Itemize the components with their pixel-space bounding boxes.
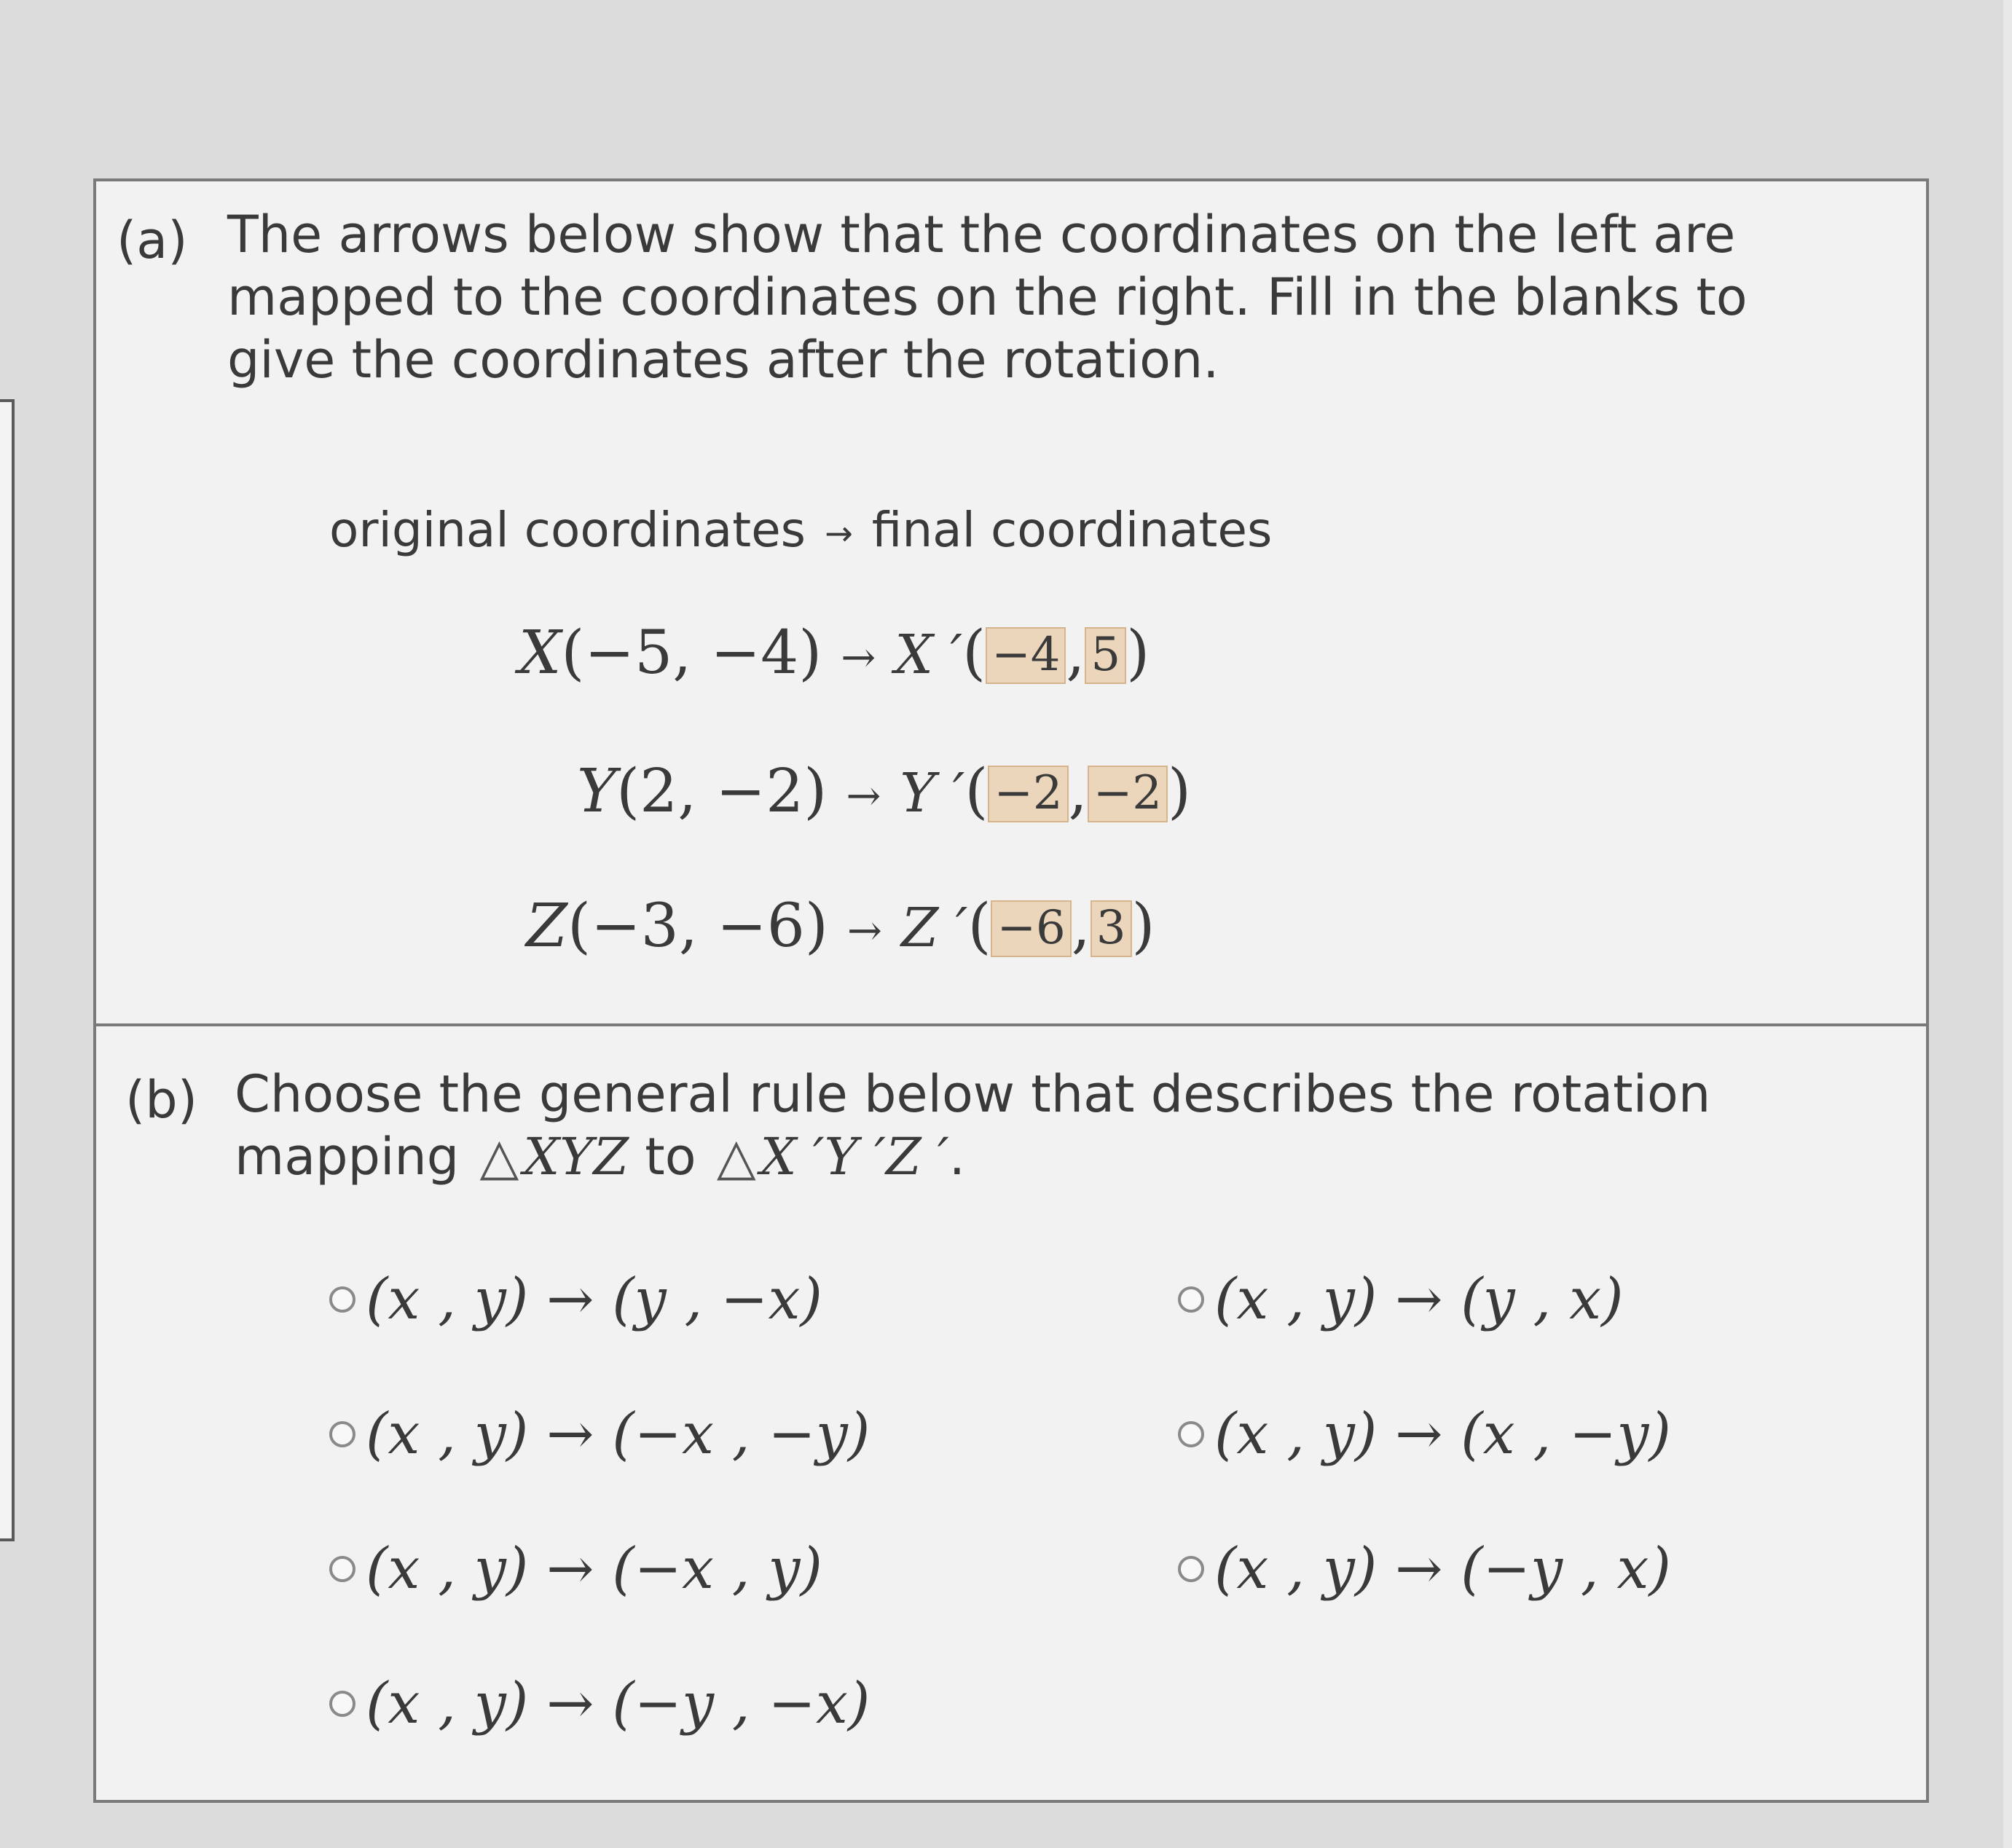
triangle-icon: △ <box>479 1127 519 1187</box>
arrow-icon: → <box>841 633 876 682</box>
option-5[interactable] <box>329 1536 822 1602</box>
final-point-name: Z ′ <box>900 897 968 959</box>
part-a-section <box>96 181 1926 1026</box>
part-b-prompt-start: Choose the general rule below that describes the rotation mapping <box>235 1064 1711 1187</box>
option-label: (x , y) → (−y , x) <box>1214 1536 1671 1602</box>
answer-input-x-2[interactable]: 5 <box>1085 627 1126 684</box>
radio-button[interactable] <box>329 1286 355 1313</box>
option-3[interactable] <box>329 1401 870 1467</box>
part-b-prompt-mid: to <box>645 1127 696 1187</box>
part-b-section <box>96 1026 1926 1803</box>
open-paren: ( <box>967 892 991 961</box>
mapping-row-y <box>577 757 1191 826</box>
open-paren: ( <box>964 757 989 826</box>
option-label: (x , y) → (−x , y) <box>366 1536 822 1602</box>
comma: , <box>1066 618 1085 688</box>
part-b-prompt-end: . <box>948 1127 966 1187</box>
radio-button[interactable] <box>1178 1421 1204 1447</box>
option-label: (x , y) → (−y , −x) <box>366 1671 871 1737</box>
option-label: (x , y) → (y , −x) <box>366 1267 822 1332</box>
answer-input-x-1[interactable]: −4 <box>986 627 1066 684</box>
question-box <box>93 178 1929 1803</box>
triangle-icon: △ <box>716 1127 756 1187</box>
answer-input-z-1[interactable]: −6 <box>991 900 1071 957</box>
option-4[interactable] <box>1178 1401 1671 1467</box>
screen-edge <box>2003 0 2012 1848</box>
mapping-header <box>329 502 1272 558</box>
option-2[interactable] <box>1178 1267 1624 1332</box>
original-point-coords: (−3, −6) <box>567 892 828 961</box>
radio-button[interactable] <box>329 1691 355 1717</box>
close-paren: ) <box>1126 618 1150 688</box>
original-point-name: Z <box>526 892 567 961</box>
open-paren: ( <box>962 618 986 688</box>
adjacent-panel-edge <box>0 399 15 1541</box>
radio-button[interactable] <box>329 1421 355 1447</box>
answer-input-y-2[interactable]: −2 <box>1088 766 1168 822</box>
answer-input-z-2[interactable]: 3 <box>1091 900 1132 957</box>
mapping-row-x <box>519 618 1150 688</box>
arrow-icon: → <box>825 513 853 553</box>
part-b-label: (b) <box>125 1070 198 1130</box>
close-paren: ) <box>1167 757 1191 826</box>
answer-input-y-1[interactable]: −2 <box>988 766 1068 822</box>
radio-button[interactable] <box>329 1556 355 1582</box>
arrow-icon: → <box>846 906 882 955</box>
radio-button[interactable] <box>1178 1556 1204 1582</box>
option-label: (x , y) → (x , −y) <box>1214 1401 1671 1467</box>
mapping-row-z <box>526 892 1155 961</box>
arrow-icon: → <box>846 771 881 820</box>
original-point-coords: (−5, −4) <box>561 618 822 688</box>
triangle-xyz-prime: X ′Y ′Z ′ <box>760 1127 949 1187</box>
original-point-name: X <box>519 618 562 688</box>
triangle-xyz: XYZ <box>523 1127 629 1187</box>
option-1[interactable] <box>329 1267 822 1332</box>
header-original-label: original coordinates <box>329 502 806 558</box>
original-point-name: Y <box>577 757 617 826</box>
final-point-name: Y ′ <box>900 762 965 825</box>
part-a-label: (a) <box>117 211 188 270</box>
header-final-label: final coordinates <box>871 502 1273 558</box>
radio-button[interactable] <box>1178 1286 1204 1313</box>
option-6[interactable] <box>1178 1536 1671 1602</box>
comma: , <box>1068 757 1088 826</box>
final-point-name: X ′ <box>895 624 963 686</box>
option-label: (x , y) → (−x , −y) <box>366 1401 871 1467</box>
comma: , <box>1071 892 1091 961</box>
original-point-coords: (2, −2) <box>616 757 828 826</box>
option-label: (x , y) → (y , x) <box>1214 1267 1624 1332</box>
close-paren: ) <box>1131 892 1155 961</box>
part-a-prompt: The arrows below show that the coordinates on the left are mapped to the coordinates on the right. Fill in the blanks to give the coordinates after the rotation. <box>227 205 1748 390</box>
option-7[interactable] <box>329 1671 870 1737</box>
part-b-prompt <box>235 1063 1793 1188</box>
